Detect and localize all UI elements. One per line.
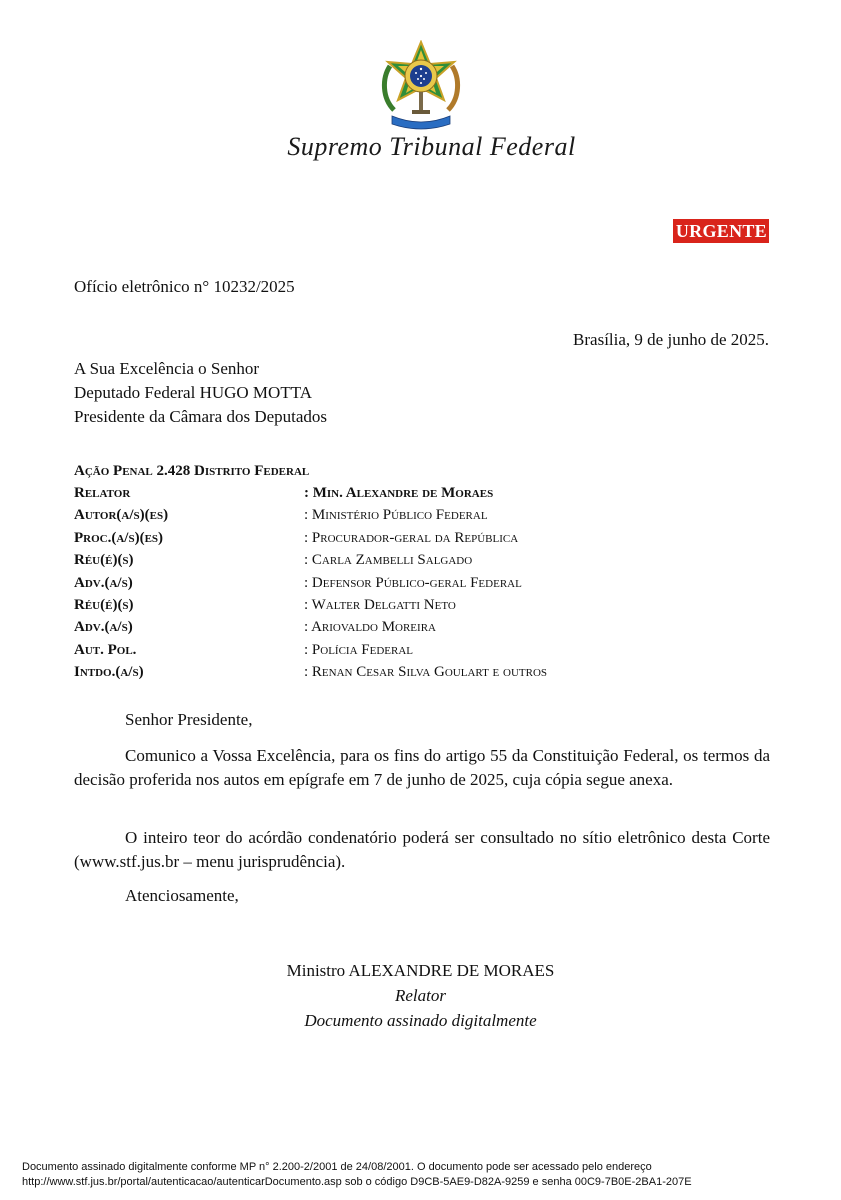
brazil-coat-of-arms-icon xyxy=(376,40,466,132)
body-paragraph: Comunico a Vossa Excelência, para os fins do artigo 55 da Constituição Federal, os termos da decisão proferida nos autos em epígrafe em 7 de junho de 2025, cuja cópia segue anexa. xyxy=(74,746,770,789)
case-row xyxy=(74,639,694,661)
signature-note: Documento assinado digitalmente xyxy=(304,1011,537,1030)
closing: Atenciosamente, xyxy=(125,886,239,905)
case-row-value: : Defensor Público-geral Federal xyxy=(304,574,522,591)
salutation: Senhor Presidente, xyxy=(125,710,253,729)
case-row xyxy=(74,549,694,571)
case-row-key: Réu(é)(s) xyxy=(74,596,134,613)
case-row xyxy=(74,616,694,638)
case-row xyxy=(74,572,694,594)
signer-name: Ministro ALEXANDRE DE MORAES xyxy=(286,961,555,980)
case-row-key: Adv.(a/s) xyxy=(74,619,133,636)
case-row-value: : Polícia Federal xyxy=(304,641,414,658)
case-row xyxy=(74,594,694,616)
signature-block xyxy=(0,958,841,1033)
case-row-value: : Ariovaldo Moreira xyxy=(304,619,436,636)
case-row xyxy=(74,661,694,683)
case-row-key: Relator xyxy=(74,485,131,501)
court-name: Supremo Tribunal Federal xyxy=(287,132,576,161)
addressee-line: Presidente da Câmara dos Deputados xyxy=(74,407,328,426)
case-row xyxy=(74,527,694,549)
signer-role: Relator xyxy=(395,986,446,1005)
case-row-key: Proc.(a/s)(es) xyxy=(74,529,164,546)
case-row xyxy=(74,504,694,526)
case-row-value: : Ministério Público Federal xyxy=(304,507,488,524)
addressee-line: A Sua Excelência o Senhor xyxy=(74,359,260,378)
case-row xyxy=(74,482,694,504)
case-row-key: Aut. Pol. xyxy=(74,641,137,658)
case-row-key: Adv.(a/s) xyxy=(74,574,133,591)
case-row-key: Intdo.(a/s) xyxy=(74,664,144,681)
body-paragraph: O inteiro teor do acórdão condenatório poderá ser consultado no sítio eletrônico desta Corte (www.stf.jus.br – menu jurisprudência). xyxy=(74,828,770,871)
urgent-badge: URGENTE xyxy=(673,219,769,243)
case-row-value: : Renan Cesar Silva Goulart e outros xyxy=(304,664,548,681)
case-row-key: Réu(é)(s) xyxy=(74,552,134,569)
case-row-key: Autor(a/s)(es) xyxy=(74,507,169,524)
date-line: Brasília, 9 de junho de 2025. xyxy=(573,330,769,349)
case-title: Ação Penal 2.428 Distrito Federal xyxy=(74,463,310,479)
case-row-value: : Walter Delgatti Neto xyxy=(304,596,456,613)
authentication-footer xyxy=(22,1160,822,1189)
addressee-block xyxy=(74,357,327,429)
case-row-value: : Procurador-geral da República xyxy=(304,529,519,546)
case-row-value: : Min. Alexandre de Moraes xyxy=(304,485,494,501)
footer-line: http://www.stf.jus.br/portal/autenticacao/autenticarDocumento.asp sob o código D9CB-5AE9-D82A-9259 e senha 00C9-7B0E-2BA1-207E xyxy=(22,1175,692,1188)
oficio-number: Ofício eletrônico n° 10232/2025 xyxy=(74,277,295,296)
case-caption xyxy=(74,460,694,684)
footer-line: Documento assinado digitalmente conforme MP n° 2.200-2/2001 de 24/08/2001. O documento pode ser acessado pelo endereço xyxy=(22,1161,652,1173)
addressee-line: Deputado Federal HUGO MOTTA xyxy=(74,383,312,402)
case-row-value: : Carla Zambelli Salgado xyxy=(304,552,473,569)
